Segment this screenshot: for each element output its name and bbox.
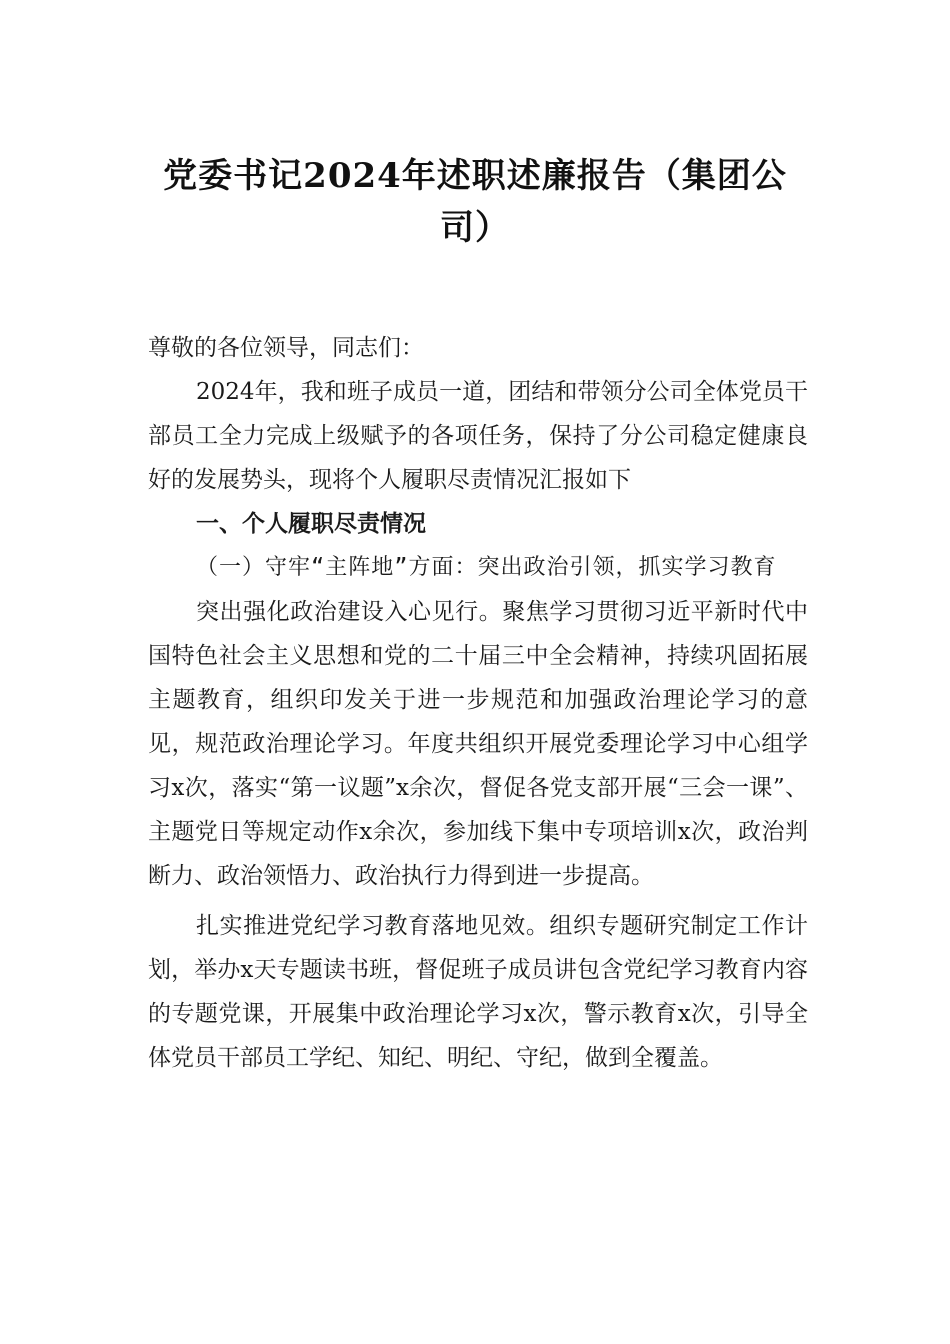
intro-paragraph: 2024年，我和班子成员一道，团结和带领分公司全体党员干部员工全力完成上级赋予的各项任务，保持了分公司稳定健康良好的发展势头，现将个人履职尽责情况汇报如下 [148, 379, 808, 493]
document-body [148, 326, 808, 1080]
subsection-heading: （一）守牢“主阵地”方面：突出政治引领，抓实学习教育 [196, 555, 777, 580]
body-paragraph-political-building: 突出强化政治建设入心见行。聚焦学习贯彻习近平新时代中国特色社会主义思想和党的二十届三中全会精神，持续巩固拓展主题教育，组织印发关于进一步规范和加强政治理论学习的意见，规范政治理论学习。年度共组织开展党委理论学习中心组学习x次，落实“第一议题”x余次，督促各党支部开展“三会一课”、主题党日等规定动作x余次，参加线下集中专项培训x次，政治判断力、政治领悟力、政治执行力得到进一步提高。 [148, 599, 808, 889]
section-heading: 一、个人履职尽责情况 [196, 510, 426, 537]
body-paragraph-discipline-education: 扎实推进党纪学习教育落地见效。组织专题研究制定工作计划，举办x天专题读书班，督促班子成员讲包含党纪学习教育内容的专题党课，开展集中政治理论学习x次，警示教育x次，引导全体党员干部员工学纪、知纪、明纪、守纪，做到全覆盖。 [148, 913, 808, 1071]
salutation: 尊敬的各位领导，同志们： [148, 335, 424, 361]
document-title: 党委书记2024年述职述廉报告（集团公司） [163, 156, 787, 248]
